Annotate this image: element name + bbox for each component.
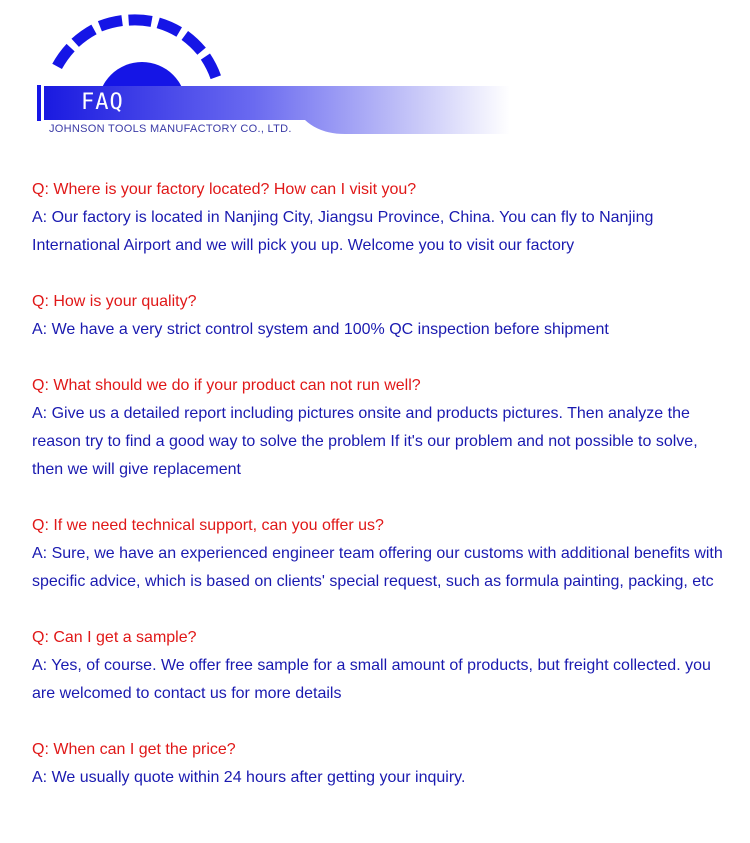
faq-title: FAQ xyxy=(81,90,124,115)
faq-answer: A: Yes, of course. We offer free sample for a small amount of products, but freight collected. you are welcomed to contact us for more details xyxy=(32,657,711,702)
faq-question: Q: How is your quality? xyxy=(32,293,197,310)
faq-answer: A: Give us a detailed report including pictures onsite and products pictures. Then analyze the reason try to find a good way to solve the problem If it's our problem and not possible to solve, then we will give replacement xyxy=(32,405,698,478)
faq-item xyxy=(32,624,732,708)
faq-question: Q: What should we do if your product can not run well? xyxy=(32,377,421,394)
faq-question: Q: When can I get the price? xyxy=(32,741,236,758)
faq-item xyxy=(32,512,732,596)
faq-answer: A: Sure, we have an experienced engineer team offering our customs with additional benefits with specific advice, which is based on clients' special request, such as formula painting, packing, etc xyxy=(32,545,723,590)
header xyxy=(0,0,750,150)
faq-item xyxy=(32,176,732,260)
faq-question: Q: Where is your factory located? How can I visit you? xyxy=(32,181,417,198)
faq-item xyxy=(32,736,732,792)
faq-question: Q: If we need technical support, can you offer us? xyxy=(32,517,384,534)
faq-answer: A: Our factory is located in Nanjing City, Jiangsu Province, China. You can fly to Nanjing International Airport and we will pick you up. Welcome you to visit our factory xyxy=(32,209,654,254)
faq-answer: A: We have a very strict control system and 100% QC inspection before shipment xyxy=(32,321,609,338)
faq-answer: A: We usually quote within 24 hours after getting your inquiry. xyxy=(32,769,466,786)
faq-list xyxy=(32,176,732,820)
faq-item xyxy=(32,288,732,344)
faq-question: Q: Can I get a sample? xyxy=(32,629,197,646)
company-name: JOHNSON TOOLS MANUFACTORY CO., LTD. xyxy=(49,123,292,135)
faq-item xyxy=(32,372,732,484)
